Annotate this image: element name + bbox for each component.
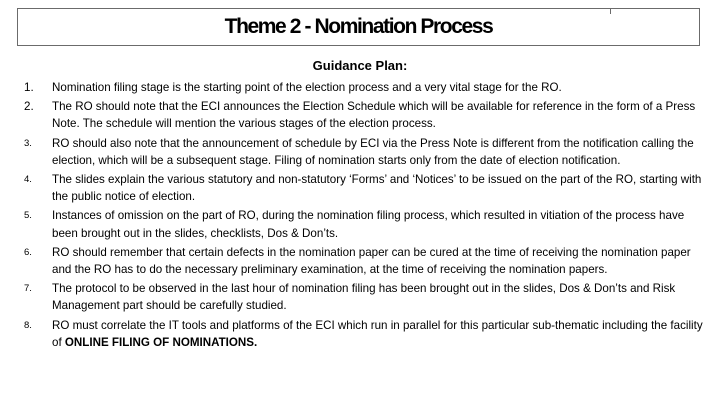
plan-item-text — [52, 317, 708, 351]
plan-item-number: 1. — [24, 81, 34, 94]
plan-item-text: Nomination filing stage is the starting point of the election process and a very vital stage for the RO. — [52, 81, 562, 94]
plan-item-number: 2. — [24, 100, 34, 114]
plan-item-number: 8. — [24, 319, 32, 331]
plan-item-4 — [24, 171, 708, 205]
title-box — [17, 8, 700, 46]
plan-item-8 — [24, 317, 708, 351]
plan-item-1 — [24, 79, 708, 96]
plan-item-text: RO should remember that certain defects in the nomination paper can be cured at the time of receiving the nomination paper and the RO has to do the necessary preliminary examination, at the time of receiving the nomination papers. — [52, 245, 691, 277]
plan-item-text: The protocol to be observed in the last hour of nomination filing has been brought out in the slides, Dos & Don’ts and Risk Management part should be carefully studied. — [52, 282, 676, 313]
plan-item-text: Instances of omission on the part of RO, during the nomination filing process, which resulted in vitiation of the process have been brought out in the slides, checklists, Dos & Don’ts. — [52, 209, 685, 240]
plan-item-2 — [24, 98, 708, 132]
plan-item-number: 6. — [24, 246, 32, 258]
plan-item-number: 7. — [24, 283, 32, 295]
guidance-plan-list — [24, 79, 708, 353]
plan-item-number: 4. — [24, 174, 32, 186]
plan-item-text: RO should also note that the announcement of schedule by ECI via the Press Note is different from the notification calling the election, which will be a subsequent stage. Filing of nomination starts only from the date of election notification. — [52, 136, 694, 167]
online-filing-highlight: ONLINE FILING OF NOMINATIONS. — [64, 335, 258, 349]
plan-item-number: 5. — [24, 210, 32, 222]
plan-item-text-main: RO must correlate the IT tools and platforms of the ECI which run in parallel for this particular sub-thematic including the facility of — [52, 318, 703, 349]
plan-item-5 — [24, 207, 708, 241]
title-box-divider — [610, 8, 611, 14]
plan-item-3 — [24, 135, 708, 169]
plan-item-text: The RO should note that the ECI announces the Election Schedule which will be available for reference in the form of a Press Note. The schedule will mention the various stages of the election process. — [52, 100, 696, 131]
plan-item-text: The slides explain the various statutory and non-statutory ‘Forms’ and ‘Notices’ to be issued on the part of the RO, starting with the public notice of election. — [52, 173, 702, 204]
guidance-plan-heading: Guidance Plan: — [312, 58, 408, 73]
slide-title: Theme 2 - Nomination Process — [224, 15, 493, 38]
plan-item-number: 3. — [24, 137, 32, 149]
plan-item-7 — [24, 280, 708, 314]
plan-item-6 — [24, 244, 708, 278]
